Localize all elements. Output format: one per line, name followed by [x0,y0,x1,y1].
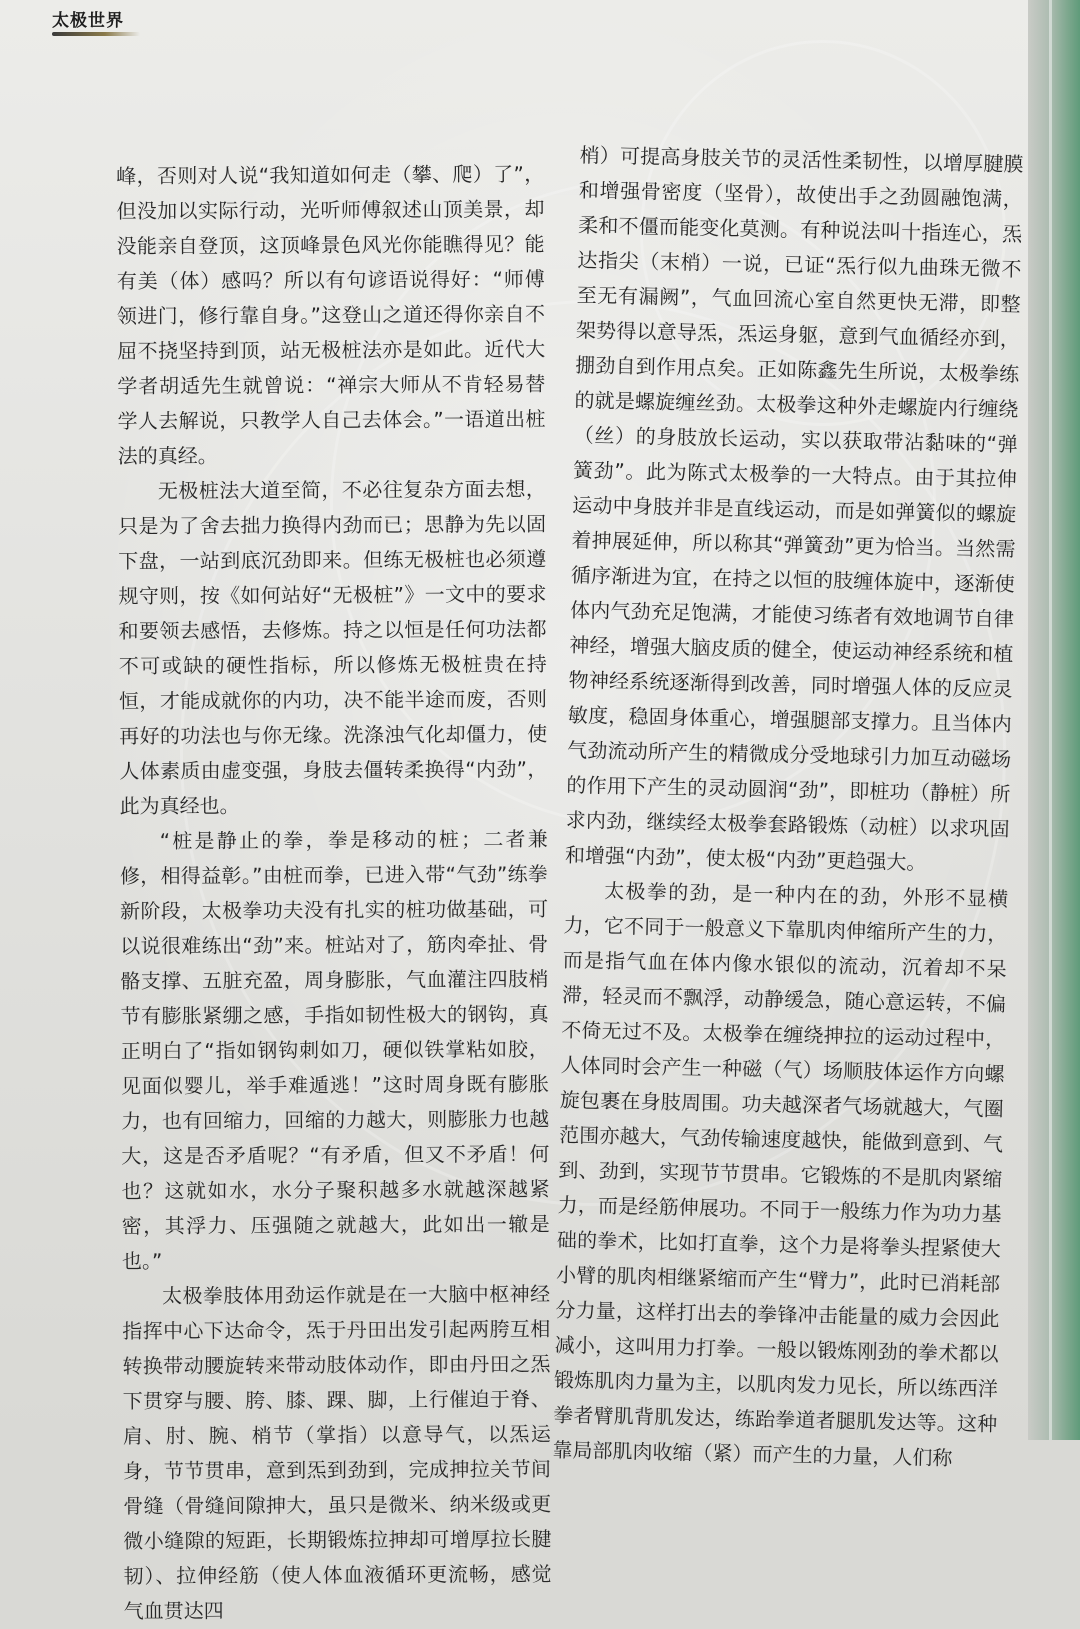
paragraph: 太极拳的劲，是一种内在的劲，外形不显横力，它不同于一般意义下靠肌肉伸缩所产生的力，而是指气血在体内像水银似的流动，沉着却不呆滞，轻灵而不飘浮，动静缓急，随心意运转，不偏不倚无过不及。太极拳在缠绕抻拉的运动过程中，人体同时会产生一种磁（气）场顺肢体运作方向螺旋包裹在身肢周围。功夫越深者气场就越大，气圈范围亦越大，气劲传输速度越快，能做到意到、气到、劲到，实现节节贯串。它锻炼的不是肌肉紧缩力，而是经筋伸展功。不同于一般练力作为功力基础的拳术，比如打直拳，这个力是将拳头捏紧使大小臂的肌肉相继紧缩而产生“臂力”，此时已消耗部分力量，这样打出去的拳锋冲击能量的威力会因此减小，这叫用力打拳。一般以锻炼刚劲的拳术都以锻炼肌肉力量为主，以肌肉发力见长，所以练西洋拳者臂肌背肌发达，练跆拳道者腿肌发达等。这种靠局部肌肉收缩（紧）而产生的力量，人们称 [552,878,1009,1471]
paragraph: 峰，否则对人说“我知道如何走（攀、爬）了”，但没加以实际行动，光听师傅叙述山顶美景，却没能亲自登顶，这顶峰景色风光你能瞧得见？能有美（体）感吗？所以有句谚语说得好：“师傅领进门，修行靠自身。”这登山之道还得你亲自不屈不挠坚持到顶，站无极桩法亦是如此。近代大学者胡适先生就曾说：“禅宗大师从不肯轻易替学人去解说，只教学人自己去体会。”一语道出桩法的真经。 [116,161,546,469]
left-column [116,157,552,1629]
page-edge-highlight [1049,0,1052,1440]
header-rule [52,32,140,36]
section-title: 太极世界 [52,11,124,31]
adjacent-page-edge [1028,0,1080,1440]
paragraph: 无极桩法大道至简，不必往复杂方面去想，只是为了舍去拙力换得内劲而已；思静为先以固下盘，一站到底沉劲即来。但练无极桩也必须遵规守则，按《如何站好“无极桩”》一文中的要求和要领去感悟，去修炼。持之以恒是任何功法都不可或缺的硬性指标，所以修炼无极桩贵在持恒，才能成就你的内功，决不能半途而废，否则再好的功法也与你无缘。洗涤浊气化却僵力，使人体素质由虚变强，身肢去僵转柔换得“内劲”，此为真经也。 [118,476,548,819]
page-header [52,6,124,31]
paragraph: “桩是静止的拳，拳是移动的桩；二者兼修，相得益彰。”由桩而拳，已进入带“气劲”练拳新阶段，太极拳功夫没有扎实的桩功做基础，可以说很难练出“劲”来。桩站对了，筋肉牵扯、骨骼支撑、五脏充盈，周身膨胀，气血灌注四肢梢节有膨胀紧绷之感，手指如韧性极大的钢钩，真正明白了“指如钢钩刺如刀，硬似铁掌粘如胶，见面似婴儿，举手难遁逃！”这时周身既有膨胀力，也有回缩力，回缩的力越大，则膨胀力也越大，这是否矛盾呢？“有矛盾，但又不矛盾！何也？这就如水，水分子聚积越多水就越深越紧密，其浮力、压强随之就越大，此如出一辙是也。” [119,826,550,1274]
right-column [552,138,1024,1477]
paragraph: 太极拳肢体用劲运作就是在一大脑中枢神经指挥中心下达命令，炁于丹田出发引起两胯互相转换带动腰旋转来带动肢体动作，即由丹田之炁下贯穿与腰、胯、膝、踝、脚，上行催迫于脊、肩、肘、腕、梢节（掌指）以意导气，以炁运身，节节贯串，意到炁到劲到，完成抻拉关节间骨缝（骨缝间隙抻大，虽只是微米、纳米级或更微小缝隙的短距，长期锻炼拉抻却可增厚拉长腱韧）、拉伸经筋（使人体血液循环更流畅，感觉气血贯达四 [122,1281,552,1624]
paragraph: 梢）可提高身肢关节的灵活性柔韧性，以增厚腱膜和增强骨密度（坚骨），故使出手之劲圆融饱满，柔和不僵而能变化莫测。有种说法叫十指连心，炁达指尖（末梢）一说，已证“炁行似九曲珠无微不至无有漏阙”，气血回流心室自然更快无滞，即整架势得以意导炁，炁运身躯，意到气血循经亦到，掤劲自到作用点矣。正如陈鑫先生所说，太极拳练的就是螺旋缠丝劲。太极拳这种外走螺旋内行缠绕（丝）的身肢放长运动，实以获取带沾黏味的“弹簧劲”。此为陈式太极拳的一大特点。由于其拉伸运动中身肢并非是直线运动，而是如弹簧似的螺旋着抻展延伸，所以称其“弹簧劲”更为恰当。当然需循序渐进为宜，在持之以恒的肢缠体旋中，逐渐使体内气劲充足饱满，才能使习练者有效地调节自律神经，增强大脑皮质的健全，使运动神经系统和植物神经系统逐渐得到改善，同时增强人体的反应灵敏度，稳固身体重心，增强腿部支撑力。且当体内气劲流动所产生的精微成分受地球引力加互动磁场的作用下产生的灵动圆润“劲”，即桩功（静桩）所求内劲，继续经太极拳套路锻炼（动桩）以求巩固和增强“内劲”，使太极“内劲”更趋强大。 [564,142,1024,875]
